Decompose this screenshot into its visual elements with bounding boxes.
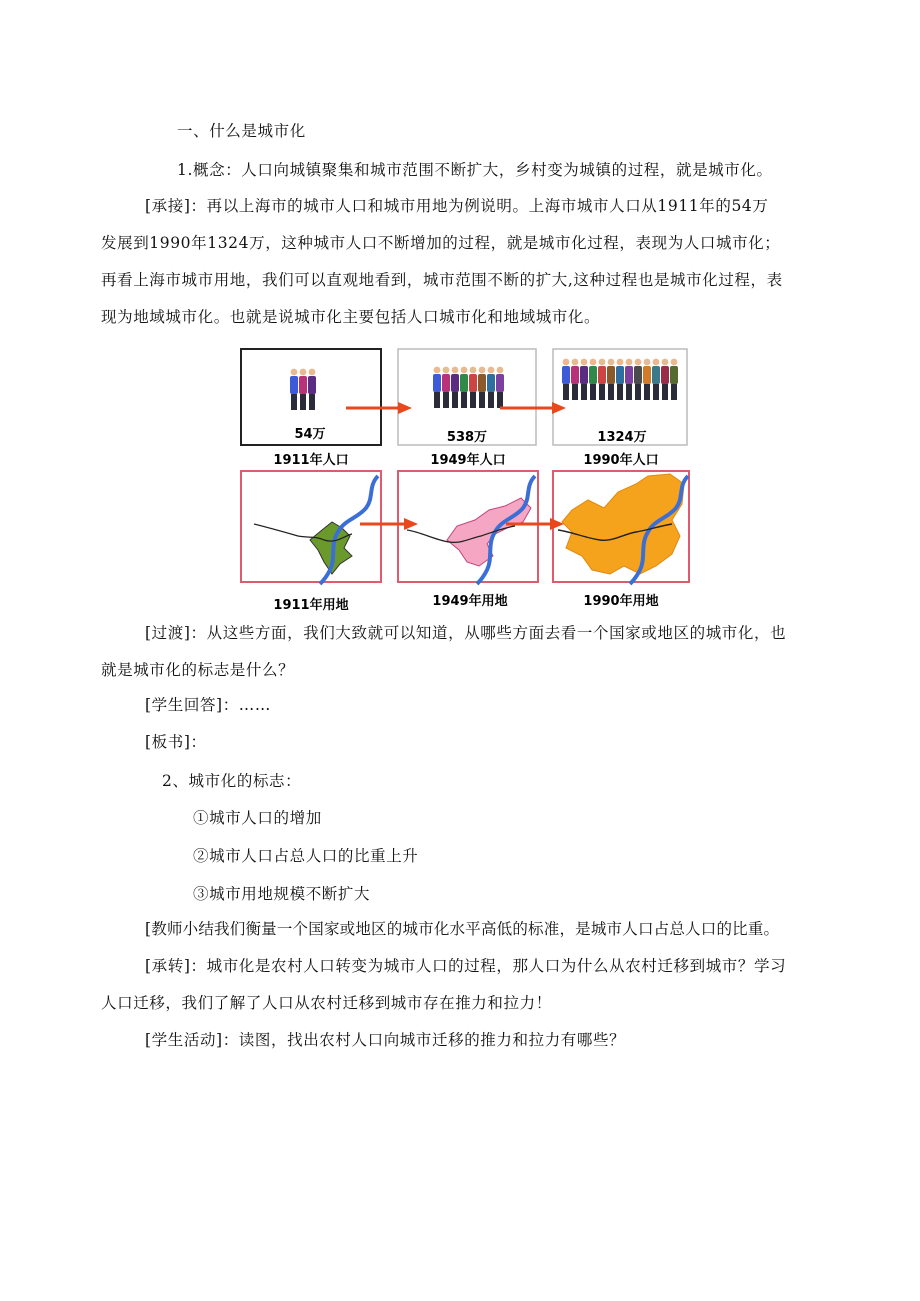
marks-item: ③城市用地规模不断扩大: [193, 885, 371, 903]
population-value: 538万: [446, 430, 488, 445]
arrow-right-icon: [500, 400, 570, 416]
land-caption: 1990年用地: [583, 594, 659, 609]
marks-heading: 2、城市化的标志：: [162, 772, 302, 790]
population-value: 1324万: [597, 430, 647, 445]
land-caption: 1949年用地: [432, 594, 508, 609]
concept-line: 1.概念：人口向城镇聚集和城市范围不断扩大，乡村变为城镇的过程，就是城市化。: [177, 161, 773, 179]
arrow-right-icon: [346, 400, 416, 416]
marks-item: ①城市人口的增加: [193, 809, 322, 827]
chengzhuan-line-2: 人口迁移，我们了解了人口从农村迁移到城市存在推力和拉力！: [101, 994, 552, 1012]
population-caption: 1911年人口: [273, 453, 349, 468]
transition-para-line-4: 现为地域城市化。也就是说城市化主要包括人口城市化和地域城市化。: [101, 308, 601, 326]
population-caption: 1990年人口: [583, 453, 659, 468]
land-caption: 1911年用地: [273, 598, 349, 613]
arrow-right-icon: [360, 516, 422, 532]
land-map-1990: [552, 470, 690, 584]
guodu-line-1: [过渡]：从这些方面，我们大致就可以知道，从哪些方面去看一个国家或地区的城市化，也: [145, 624, 787, 642]
marks-item: ②城市人口占总人口的比重上升: [193, 847, 419, 865]
teacher-summary: [教师小结我们衡量一个国家或地区的城市化水平高低的标准，是城市人口占总人口的比重。: [145, 920, 780, 938]
section-heading: 一、什么是城市化: [177, 122, 306, 140]
population-caption: 1949年人口: [430, 453, 506, 468]
board-label: [板书]：: [145, 733, 207, 751]
people-group-icon: [290, 369, 316, 410]
guodu-line-2: 就是城市化的标志是什么？: [101, 661, 295, 679]
chengzhuan-line-1: [承转]：城市化是农村人口转变为城市人口的过程，那人口为什么从农村迁移到城市？学习: [145, 957, 787, 975]
population-value: 54万: [294, 427, 326, 442]
transition-para-line-2: 发展到1990年1324万，这种城市人口不断增加的过程，就是城市化过程，表现为人口城市化；: [101, 234, 781, 252]
transition-para-line-1: [承接]：再以上海市的城市人口和城市用地为例说明。上海市城市人口从1911年的54万: [145, 197, 769, 215]
student-answer: [学生回答]：……: [145, 696, 271, 714]
student-activity: [学生活动]：读图，找出农村人口向城市迁移的推力和拉力有哪些？: [145, 1031, 626, 1049]
transition-para-line-3: 再看上海市城市用地，我们可以直观地看到，城市范围不断的扩大,这种过程也是城市化过程，表: [101, 271, 783, 289]
arrow-right-icon: [506, 516, 568, 532]
